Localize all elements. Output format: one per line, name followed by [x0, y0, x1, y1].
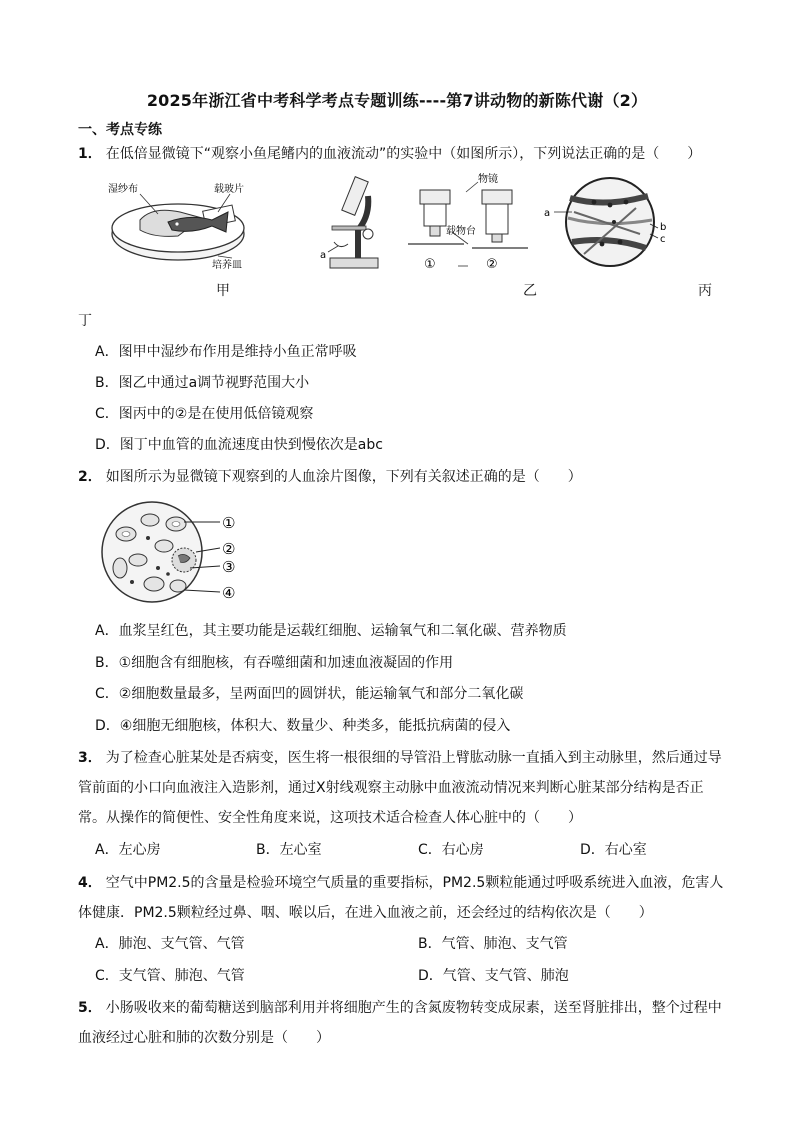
- page-title: 2025年浙江省中考科学考点专题训练----第7讲动物的新陈代谢（2）: [146, 91, 648, 110]
- question-number: 3．: [78, 750, 102, 766]
- figure-fish-dish: [100, 172, 250, 272]
- label-stage: 载物台: [446, 226, 476, 237]
- question-text: 如图所示为显微镜下观察到的人血涂片图像，下列有关叙述正确的是（ ）: [105, 469, 582, 485]
- label-a-vessel: a: [544, 208, 551, 219]
- q3-option-b: B．左心室: [256, 842, 322, 858]
- caption-yi: 乙: [523, 283, 537, 299]
- label-objective: 物镜: [478, 174, 498, 185]
- q1-option-b: B．图乙中通过a调节视野范围大小: [95, 375, 310, 391]
- figure-blood-flow: [544, 172, 674, 272]
- question-5-line1: [78, 993, 724, 1023]
- question-3-line3: 常。从操作的简便性、安全性角度来说，这项技术适合检查人体心脏中的（ ）: [78, 810, 582, 826]
- q2-option-d: D．④细胞无细胞核，体积大、数量少、种类多，能抵抗病菌的侵入: [95, 718, 511, 734]
- question-text: 空气中PM2.5的含量是检验环境空气质量的重要指标，PM2.5颗粒能通过呼吸系统进入血液，危害人: [105, 875, 724, 891]
- question-number: 2．: [78, 469, 102, 485]
- label-wet-gauze: 湿纱布: [108, 184, 138, 195]
- q4-option-a: A．肺泡、支气管、气管: [95, 936, 245, 952]
- q4-option-b: B．气管、肺泡、支气管: [418, 936, 568, 952]
- q3-option-a: A．左心房: [95, 842, 161, 858]
- figure-objectives: [408, 172, 528, 272]
- question-4-line2: 体健康．PM2.5颗粒经过鼻、咽、喉以后，在进入血液之前，还会经过的结构依次是（ ）: [78, 905, 653, 921]
- question-text: 在低倍显微镜下“观察小鱼尾鳍内的血液流动”的实验中（如图所示），下列说法正确的是（ ）: [105, 146, 702, 162]
- q1-option-a: A．图甲中湿纱布作用是维持小鱼正常呼吸: [95, 344, 357, 360]
- label-cell-1: ①: [222, 514, 236, 532]
- label-circle-1: ①: [424, 257, 436, 272]
- section-heading: 一、考点专练: [78, 122, 162, 138]
- caption-ding: 丁: [78, 313, 92, 329]
- q4-option-d: D．气管、支气管、肺泡: [418, 968, 569, 984]
- question-4-line1: [78, 868, 724, 898]
- figure-microscope: [318, 172, 388, 272]
- question-text: 小肠吸收来的葡萄糖送到脑部利用并将细胞产生的含氮废物转变成尿素，送至肾脏排出，整个过程中: [105, 1000, 722, 1016]
- question-3-line1: [78, 743, 724, 773]
- q2-option-a: A．血浆呈红色，其主要功能是运载红细胞、运输氧气和二氧化碳、营养物质: [95, 623, 567, 639]
- question-2-stem: [78, 462, 724, 492]
- q1-option-d: D．图丁中血管的血流速度由快到慢依次是abc: [95, 437, 383, 453]
- q3-option-d: D．右心室: [580, 842, 647, 858]
- label-slide: 载玻片: [214, 184, 244, 195]
- label-a-microscope: a: [320, 250, 327, 261]
- question-5-line2: 血液经过心脏和肺的次数分别是（ ）: [78, 1030, 330, 1046]
- q1-option-c: C．图丙中的②是在使用低倍镜观察: [95, 406, 314, 422]
- q2-option-c: C．②细胞数量最多，呈两面凹的圆饼状，能运输氧气和部分二氧化碳: [95, 686, 524, 702]
- q2-option-b: B．①细胞含有细胞核，有吞噬细菌和加速血液凝固的作用: [95, 655, 454, 671]
- question-number: 1．: [78, 146, 102, 162]
- label-b-vessel: b: [660, 222, 667, 233]
- label-c-vessel: c: [660, 234, 666, 245]
- question-number: 5．: [78, 1000, 102, 1016]
- caption-bing: 丙: [698, 283, 712, 299]
- label-cell-2: ②: [222, 540, 236, 558]
- figure-blood-smear: [98, 498, 248, 608]
- question-1-stem: [78, 139, 724, 169]
- label-dish: 培养皿: [212, 260, 242, 271]
- label-cell-4: ④: [222, 584, 236, 602]
- question-text: 为了检查心脏某处是否病变，医生将一根很细的导管沿上臂肱动脉一直插入到主动脉里，然后通过导: [105, 750, 722, 766]
- q3-option-c: C．右心房: [418, 842, 484, 858]
- label-cell-3: ③: [222, 558, 236, 576]
- label-circle-2: ②: [486, 257, 498, 272]
- q4-option-c: C．支气管、肺泡、气管: [95, 968, 245, 984]
- question-3-line2: 管前面的小口向血液注入造影剂，通过X射线观察主动脉中血液流动情况来判断心脏某部分结构是否正: [78, 780, 704, 796]
- question-number: 4．: [78, 875, 102, 891]
- caption-jia: 甲: [216, 283, 230, 299]
